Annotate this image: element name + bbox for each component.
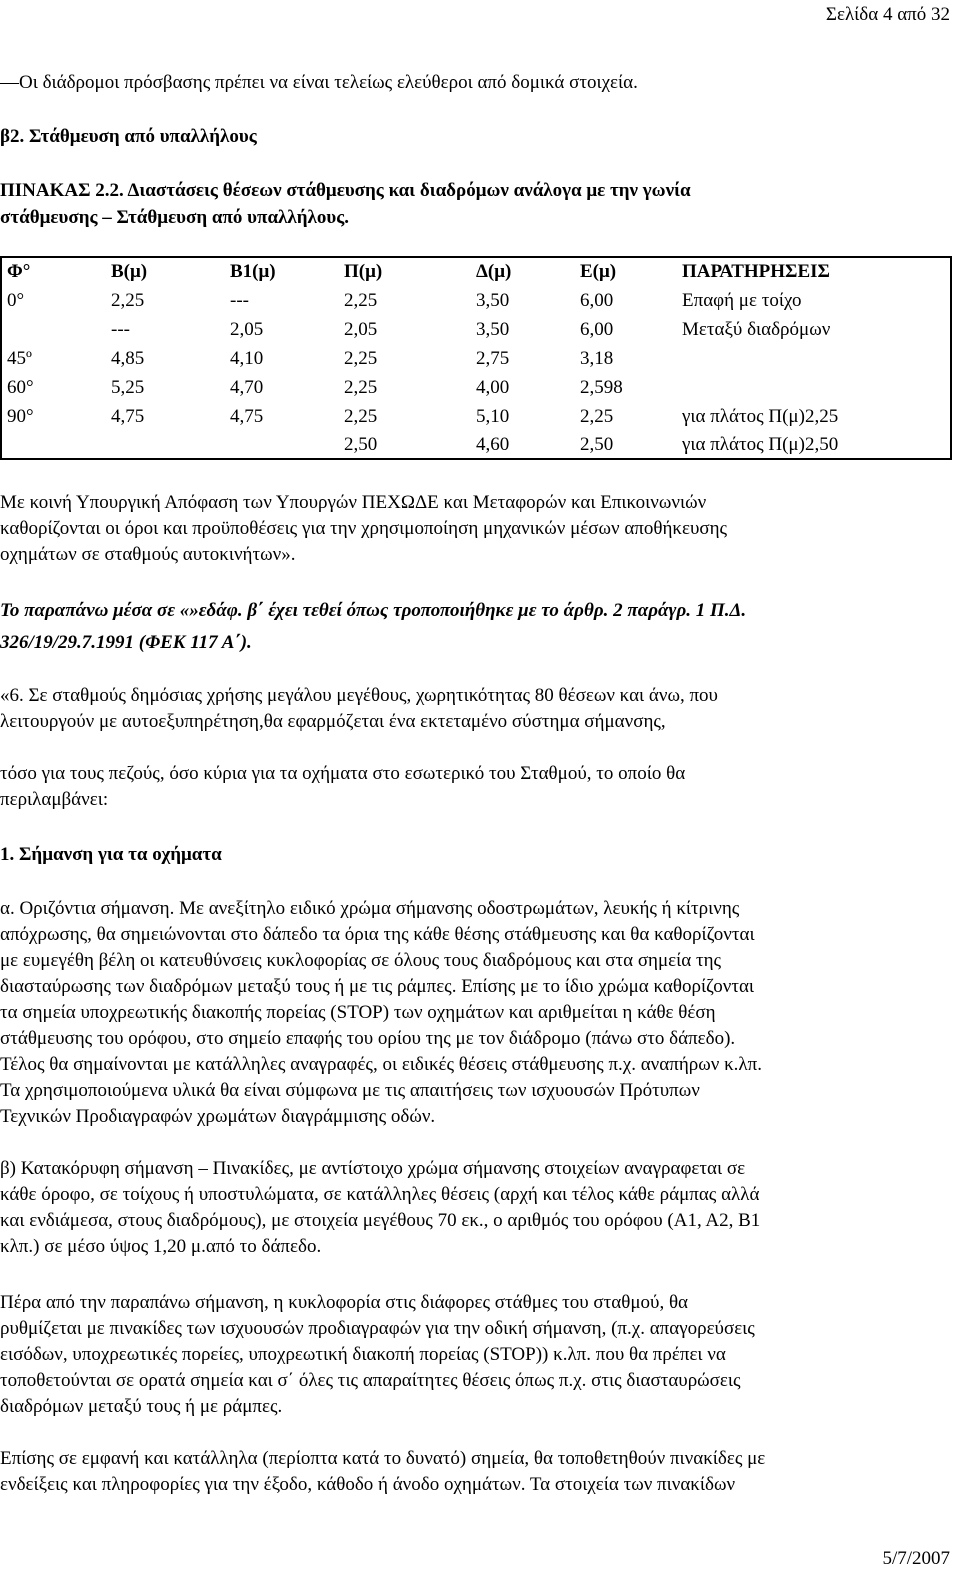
paragraph-6-line: λειτουργούν με αυτοεξυπηρέτηση,θα εφαρμόζεται ένα εκτεταμένο σύστημα σήμανσης, xyxy=(0,711,666,732)
table-cell: 2,50 xyxy=(580,434,614,455)
table-header-cell: Β(μ) xyxy=(111,261,148,282)
paragraph-6b-line: περιλαμβάνει: xyxy=(0,789,109,810)
table-cell: 4,70 xyxy=(230,377,264,398)
section-heading-b2: β2. Στάθμευση από υπαλλήλους xyxy=(0,126,257,147)
table-cell: 3,50 xyxy=(476,290,510,311)
table-cell: Επαφή με τοίχο xyxy=(682,290,802,311)
vertical-signage-line: και ενδιάμεσα, στους διαδρόμους), με στοιχεία μεγέθους 70 εκ., ο αριθμός του ορόφου (Α1, Α2, Β1 xyxy=(0,1210,761,1231)
intro-paragraph: —Οι διάδρομοι πρόσβασης πρέπει να είναι τελείως ελεύθεροι από δομικά στοιχεία. xyxy=(0,72,638,93)
table-cell: 3,18 xyxy=(580,348,614,369)
table-header-cell: Ε(μ) xyxy=(580,261,617,282)
traffic-signage-line: τοποθετούνται σε ορατά σημεία και σ΄ όλες τις απαραίτητες θέσεις όπως π.χ. στις διασταυρώσεις xyxy=(0,1370,741,1391)
table-cell: 3,50 xyxy=(476,319,510,340)
table-cell: 4,60 xyxy=(476,434,510,455)
table-cell: 45º xyxy=(7,348,32,369)
table-cell: 4,00 xyxy=(476,377,510,398)
exit-signage-line: Επίσης σε εμφανή και κατάλληλα (περίοπτα κατά το δυνατό) σημεία, θα τοποθετηθούν πινακίδες με xyxy=(0,1448,766,1469)
table-cell: για πλάτος Π(μ)2,50 xyxy=(682,434,839,455)
horizontal-marking-line: Τέλος θα σημαίνονται με κατάλληλες αναγραφές, οι ειδικές θέσεις στάθμευσης π.χ. αναπήρων κ.λπ. xyxy=(0,1054,762,1075)
traffic-signage-line: Πέρα από την παραπάνω σήμανση, η κυκλοφορία στις διάφορες στάθμες του σταθμού, θα xyxy=(0,1292,689,1313)
table-cell: 4,75 xyxy=(230,406,264,427)
horizontal-marking-line: απόχρωσης, θα σημειώνονται στο δάπεδο τα όρια της κάθε θέσης στάθμευσης και θα καθορίζονται xyxy=(0,924,755,945)
table-cell: 4,85 xyxy=(111,348,145,369)
horizontal-marking-line: Τα χρησιμοποιούμενα υλικά θα είναι σύμφωνα με τις απαιτήσεις των ισχυουσών Πρότυπων xyxy=(0,1080,700,1101)
horizontal-marking-line: με ευμεγέθη βέλη οι κατευθύνσεις κυκλοφορίας σε όλους τους διαδρόμους και στα σημεία της xyxy=(0,950,722,971)
table-cell: 5,10 xyxy=(476,406,510,427)
table-header-cell: Φ° xyxy=(7,261,31,282)
table-cell: 6,00 xyxy=(580,319,614,340)
amendment-note-line: Το παραπάνω μέσα σε «»εδάφ. β΄ έχει τεθεί όπως τροποποιήθηκε με το άρθρ. 2 παράγρ. 1 Π.Δ. xyxy=(0,600,747,621)
table-cell: 6,00 xyxy=(580,290,614,311)
traffic-signage-line: διαδρόμων μεταξύ τους ή με ράμπες. xyxy=(0,1396,283,1417)
table-cell: 90° xyxy=(7,406,34,427)
table-cell: 2,50 xyxy=(344,434,378,455)
table-cell: 2,25 xyxy=(344,290,378,311)
traffic-signage-line: εισόδων, υποχρεωτικές πορείες, υποχρεωτική διακοπή πορείας (STOP)) κ.λπ. που θα πρέπει να xyxy=(0,1344,726,1365)
section-heading-1: 1. Σήμανση για τα οχήματα xyxy=(0,844,222,865)
table-cell: 2,25 xyxy=(344,406,378,427)
table-cell: για πλάτος Π(μ)2,25 xyxy=(682,406,839,427)
table-cell: 2,25 xyxy=(111,290,145,311)
horizontal-marking-line: α. Οριζόντια σήμανση. Με ανεξίτηλο ειδικό χρώμα σήμανσης οδοστρωμάτων, λευκής ή κίτρινης xyxy=(0,898,740,919)
horizontal-marking-line: τα σημεία υποχρεωτικής διακοπής πορείας (STOP) των οχημάτων και αριθμείται η κάθε θέση xyxy=(0,1002,716,1023)
table-cell: 2,598 xyxy=(580,377,623,398)
table-cell: 2,05 xyxy=(344,319,378,340)
page-footer-date: 5/7/2007 xyxy=(882,1548,950,1569)
page-header-number: Σελίδα 4 από 32 xyxy=(825,4,950,25)
parking-dimensions-table xyxy=(0,256,952,460)
table-caption-line-2: στάθμευσης – Στάθμευση από υπαλλήλους. xyxy=(0,207,349,228)
table-cell: --- xyxy=(111,319,130,340)
table-header-cell: Β1(μ) xyxy=(230,261,276,282)
amendment-note-line: 326/19/29.7.1991 (ΦΕΚ 117 Α΄). xyxy=(0,632,252,653)
horizontal-marking-line: διασταύρωσης των διαδρόμων μεταξύ τους ή με τις ράμπες. Επίσης με το ίδιο χρώμα καθορίζονται xyxy=(0,976,755,997)
table-cell: Μεταξύ διαδρόμων xyxy=(682,319,831,340)
table-cell: 2,75 xyxy=(476,348,510,369)
kya-paragraph-line: καθορίζονται οι όροι και προϋποθέσεις για την χρησιμοποίηση μηχανικών μέσων αποθήκευσης xyxy=(0,518,728,539)
horizontal-marking-line: Τεχνικών Προδιαγραφών χρωμάτων διαγράμμισης οδών. xyxy=(0,1106,436,1127)
table-cell: --- xyxy=(230,290,249,311)
table-cell: 4,10 xyxy=(230,348,264,369)
table-cell: 2,25 xyxy=(344,377,378,398)
table-caption-line-1: ΠΙΝΑΚΑΣ 2.2. Διαστάσεις θέσεων στάθμευσης και διαδρόμων ανάλογα με την γωνία xyxy=(0,180,691,201)
horizontal-marking-line: στάθμευσης του ορόφου, στο σημείο επαφής του ορίου της με τον διάδρομο (πάνω στο δάπεδο). xyxy=(0,1028,736,1049)
vertical-signage-line: κάθε όροφο, σε τοίχους ή υποστυλώματα, σε κατάλληλες θέσεις (αρχή και τέλος κάθε ράμπας αλλά xyxy=(0,1184,760,1205)
paragraph-6b-line: τόσο για τους πεζούς, όσο κύρια για τα οχήματα στο εσωτερικό του Σταθμού, το οποίο θα xyxy=(0,763,686,784)
table-cell: 0° xyxy=(7,290,25,311)
table-header-cell: Δ(μ) xyxy=(476,261,512,282)
table-header-cell: ΠΑΡΑΤΗΡΗΣΕΙΣ xyxy=(682,261,830,282)
traffic-signage-line: ρυθμίζεται με πινακίδες των ισχυουσών προδιαγραφών για την οδική σήμανση, (π.χ. απαγορεύσεις xyxy=(0,1318,755,1339)
table-cell: 5,25 xyxy=(111,377,145,398)
table-cell: 4,75 xyxy=(111,406,145,427)
table-cell: 2,25 xyxy=(344,348,378,369)
table-cell: 2,05 xyxy=(230,319,264,340)
kya-paragraph-line: οχημάτων σε σταθμούς αυτοκινήτων». xyxy=(0,544,296,565)
kya-paragraph-line: Με κοινή Υπουργική Απόφαση των Υπουργών ΠΕΧΩΔΕ και Μεταφορών και Επικοινωνιών xyxy=(0,492,707,513)
table-cell: 2,25 xyxy=(580,406,614,427)
table-header-cell: Π(μ) xyxy=(344,261,383,282)
paragraph-6-line: «6. Σε σταθμούς δημόσιας χρήσης μεγάλου μεγέθους, χωρητικότητας 80 θέσεων και άνω, που xyxy=(0,685,718,706)
table-cell: 60° xyxy=(7,377,34,398)
exit-signage-line: ενδείξεις και πληροφορίες για την έξοδο, κάθοδο ή άνοδο οχημάτων. Τα στοιχεία των πινακίδων xyxy=(0,1474,736,1495)
vertical-signage-line: κλπ.) σε μέσο ύψος 1,20 μ.από το δάπεδο. xyxy=(0,1236,322,1257)
vertical-signage-line: β) Κατακόρυφη σήμανση – Πινακίδες, με αντίστοιχο χρώμα σήμανσης στοιχείων αναγραφεται σε xyxy=(0,1158,746,1179)
